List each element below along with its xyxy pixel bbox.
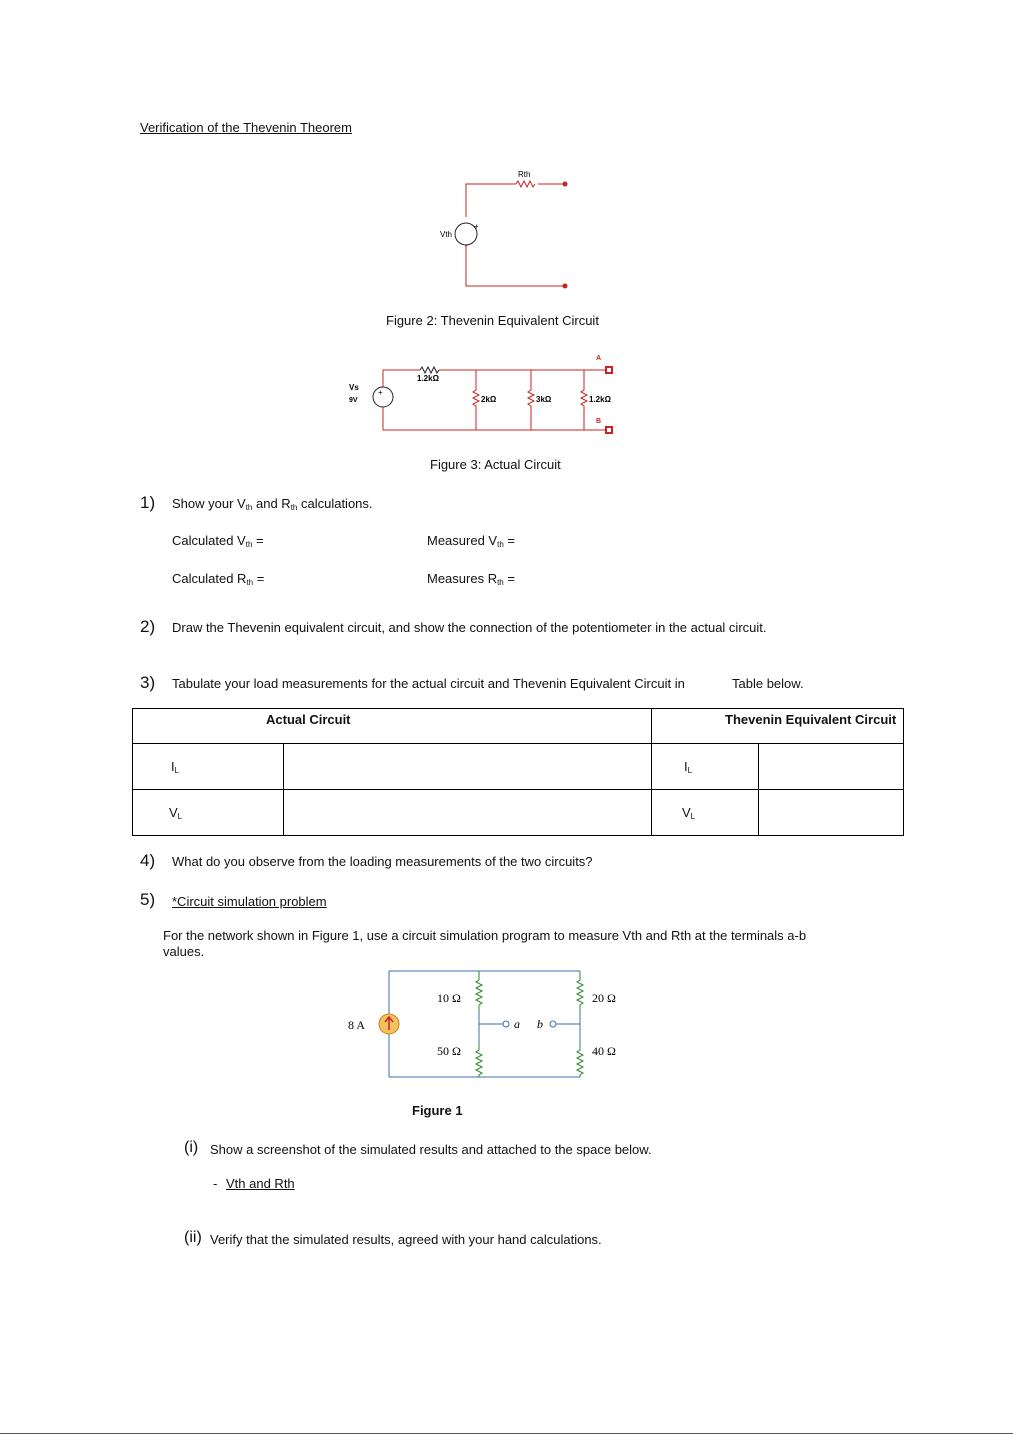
cell-il-actual[interactable] bbox=[283, 744, 651, 790]
sub-ii-number: (ii) bbox=[184, 1229, 202, 1246]
page-title: Verification of the Thevenin Theorem bbox=[140, 120, 352, 135]
row-vl-label-actual: $V_L$ bbox=[133, 790, 284, 836]
footer-divider bbox=[0, 1433, 1013, 1434]
sub-i-item: Vth and Rth bbox=[226, 1176, 295, 1191]
fig3-b-label: B bbox=[596, 418, 602, 425]
q2-number: 2) bbox=[140, 617, 156, 636]
actual-circuit-figure bbox=[340, 350, 630, 442]
measurement-table bbox=[132, 708, 904, 836]
fig3-plus: + bbox=[378, 388, 383, 397]
q4-number: 4) bbox=[140, 851, 156, 870]
fig3-vs-value: 9V bbox=[349, 397, 358, 404]
fig3-r1-label: 1.2kΩ bbox=[417, 374, 439, 383]
cell-vl-thevenin[interactable] bbox=[759, 790, 904, 836]
q5-description: For the network shown in Figure 1, use a circuit simulation program to measure Vth and Rth at the terminals a-b bbox=[163, 928, 807, 943]
fig1-caption: Figure 1 bbox=[412, 1103, 463, 1118]
calculated-rth-label: Calculated $R_{th}$ = bbox=[172, 571, 265, 587]
fig2-vth-label: Vth bbox=[440, 230, 453, 239]
row-vl-label-thevenin: $V_L$ bbox=[652, 790, 759, 836]
fig3-a-label: A bbox=[596, 355, 602, 362]
fig2-caption: Figure 2: Thevenin Equivalent Circuit bbox=[386, 313, 599, 328]
fig3-caption: Figure 3: Actual Circuit bbox=[430, 457, 561, 472]
sub-i-text: Show a screenshot of the simulated results and attached to the space below. bbox=[210, 1142, 652, 1157]
cell-il-thevenin[interactable] bbox=[759, 744, 904, 790]
figure1-circuit bbox=[340, 962, 640, 1084]
fig2-rth-label: Rth bbox=[518, 170, 531, 179]
q3-text: Tabulate your load measurements for the actual circuit and Thevenin Equivalent Circuit in bbox=[172, 676, 685, 691]
fig3-vs-label: Vs bbox=[349, 383, 359, 392]
q5-title: *Circuit simulation problem bbox=[172, 894, 327, 909]
table-header-thevenin: Thevenin Equivalent Circuit bbox=[652, 709, 904, 744]
measured-vth-label: Measured $V_{th}$ = bbox=[427, 533, 515, 549]
thevenin-equivalent-figure bbox=[420, 160, 590, 300]
fig3-r3-label: 3kΩ bbox=[536, 395, 552, 404]
fig1-r10-label: 10 Ω bbox=[437, 991, 461, 1005]
q5-description-cont: values. bbox=[163, 944, 205, 959]
fig3-r4-label: 1.2kΩ bbox=[589, 395, 611, 404]
row-il-label-thevenin: $I_L$ bbox=[652, 744, 759, 790]
row-il-label-actual: $I_L$ bbox=[133, 744, 284, 790]
q3-number: 3) bbox=[140, 673, 156, 692]
fig1-r40-label: 40 Ω bbox=[592, 1044, 616, 1058]
q5-number: 5) bbox=[140, 890, 156, 909]
sub-i-number: (i) bbox=[184, 1139, 199, 1156]
fig1-r50-label: 50 Ω bbox=[437, 1044, 461, 1058]
table-header-actual: Actual Circuit bbox=[133, 709, 652, 744]
q2-text: Draw the Thevenin equivalent circuit, and show the connection of the potentiometer in the actual circuit. bbox=[172, 620, 767, 635]
q1-text: Show your $V_{th}$ and $R_{th}$ calculations. bbox=[172, 496, 373, 512]
fig1-source-label: 8 A bbox=[348, 1018, 366, 1032]
q4-text: What do you observe from the loading measurements of the two circuits? bbox=[172, 854, 593, 869]
measured-rth-label: Measures $R_{th}$ = bbox=[427, 571, 515, 587]
q3-text-tail: Table below. bbox=[732, 676, 804, 691]
calculated-vth-label: Calculated $V_{th}$ = bbox=[172, 533, 264, 549]
fig3-r2-label: 2kΩ bbox=[481, 395, 497, 404]
sub-ii-text: Verify that the simulated results, agreed with your hand calculations. bbox=[210, 1232, 602, 1247]
fig2-plus: + bbox=[474, 222, 479, 231]
cell-vl-actual[interactable] bbox=[283, 790, 651, 836]
q1-number: 1) bbox=[140, 493, 156, 512]
sub-i-dash: - bbox=[213, 1176, 218, 1191]
fig1-terminal-a: a bbox=[514, 1017, 520, 1031]
fig1-r20-label: 20 Ω bbox=[592, 991, 616, 1005]
fig1-terminal-b: b bbox=[537, 1017, 543, 1031]
fig2-minus: - bbox=[465, 241, 468, 250]
